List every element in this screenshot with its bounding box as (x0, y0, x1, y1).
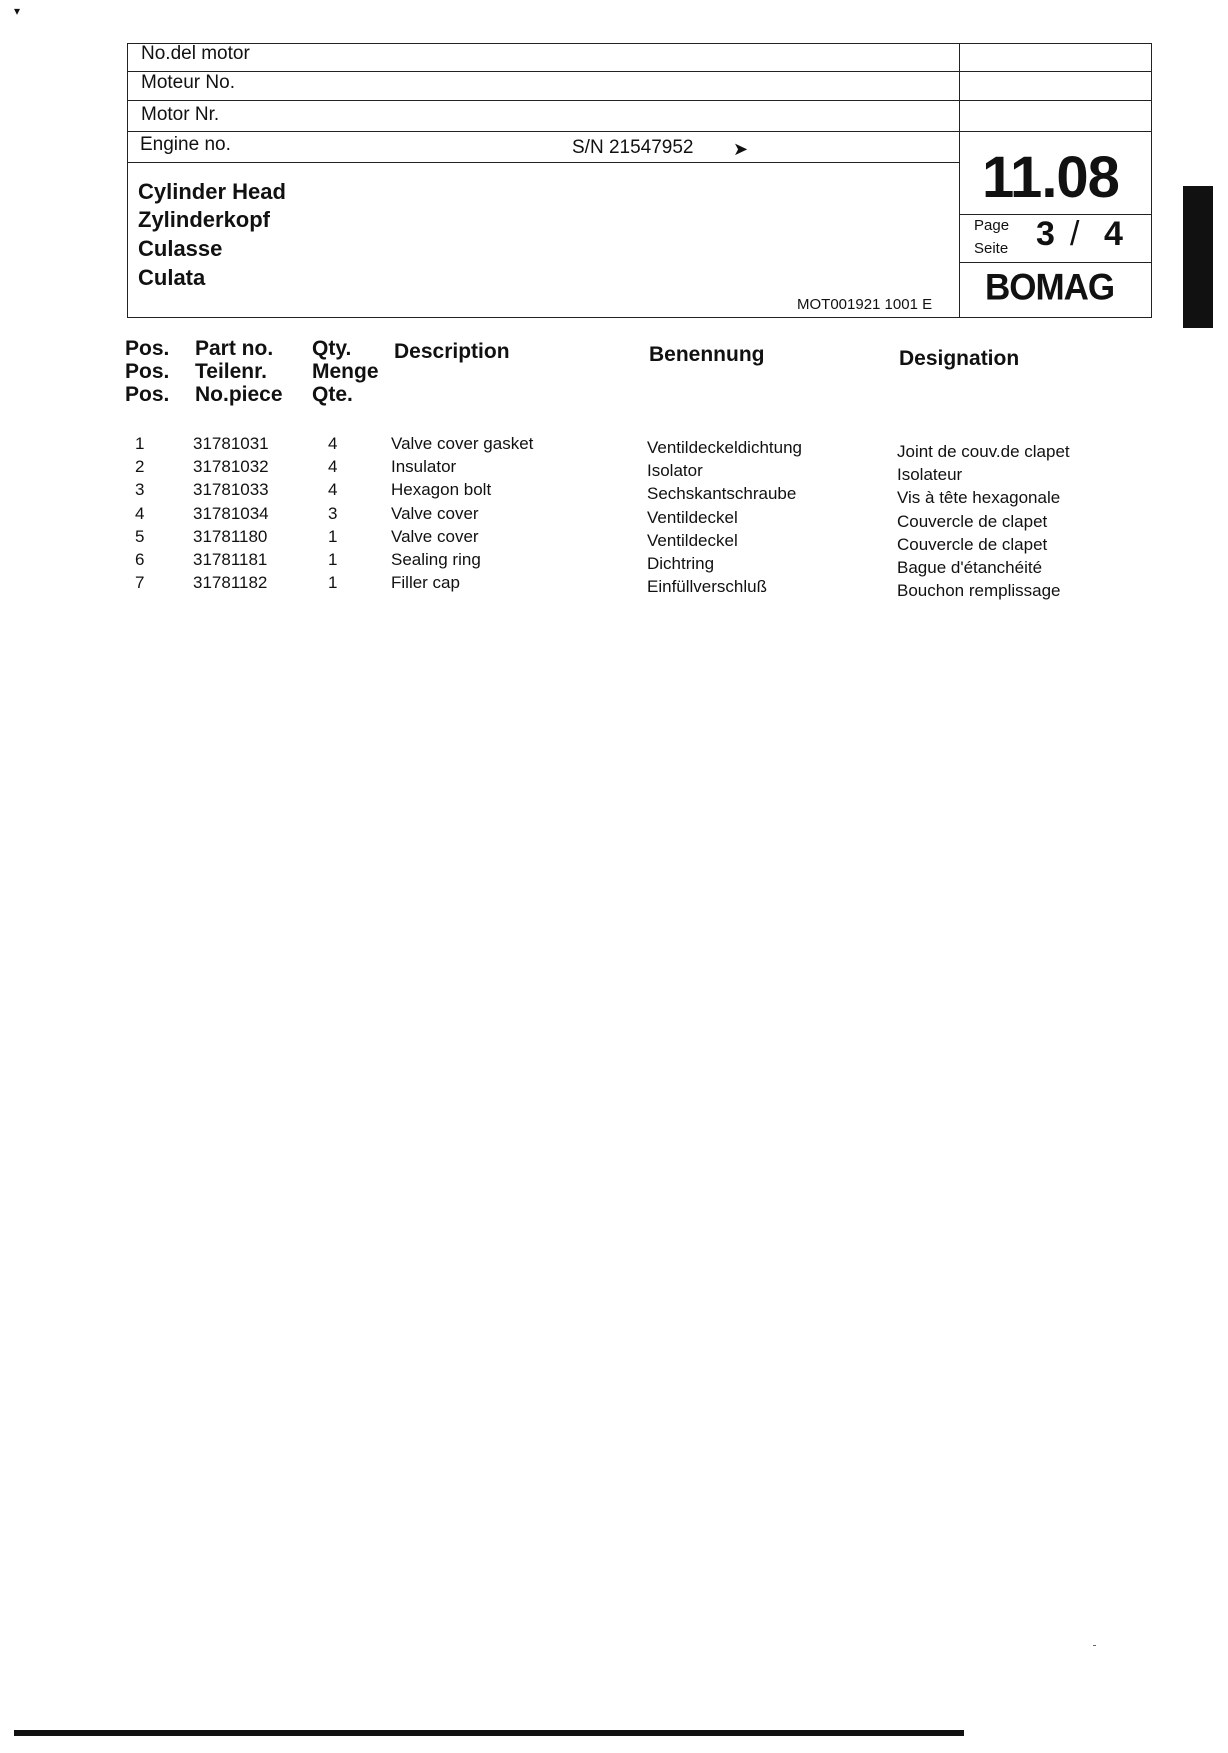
scan-speck (1093, 1645, 1096, 1646)
row-7-part: 31781182 (193, 573, 268, 593)
row-4-qty: 3 (328, 503, 338, 523)
page-label: Page (974, 217, 1010, 234)
row-2-des: Isolateur (897, 465, 963, 485)
row-1-pos: 1 (135, 434, 145, 453)
row-2-pos: 2 (135, 457, 145, 477)
row-7-ben: Einfüllverschluß (647, 577, 767, 597)
row-1-desc: Valve cover gasket (391, 434, 534, 453)
row-3-pos: 3 (135, 480, 145, 500)
row-5-part: 31781180 (193, 526, 268, 546)
page-current: 3 (1036, 215, 1055, 253)
field-motor-nr: Motor Nr. (141, 104, 220, 125)
divider (127, 162, 959, 163)
row-6-ben: Dichtring (647, 554, 715, 573)
section-tab-marker (1183, 186, 1213, 328)
section-number: 11.08 (982, 145, 1119, 210)
row-5-des: Couvercle de clapet (897, 534, 1048, 554)
row-2-ben: Isolator (647, 461, 703, 481)
row-2-desc: Insulator (391, 457, 457, 477)
arrow-icon: ➤ (733, 139, 749, 159)
doc-code: MOT001921 1001 E (797, 296, 933, 313)
bomag-logo: BOMAG (985, 267, 1115, 308)
row-3-des: Vis à tête hexagonale (897, 488, 1061, 508)
row-4-pos: 4 (135, 503, 145, 523)
title-en: Cylinder Head (138, 179, 286, 204)
column-pos: Pos. Pos. Pos. (125, 337, 170, 406)
corner-mark: ▾ (14, 4, 21, 18)
title-de: Zylinderkopf (138, 207, 271, 232)
row-1-part: 31781031 (193, 434, 269, 453)
row-6-qty: 1 (328, 550, 338, 569)
row-4-des: Couvercle de clapet (897, 511, 1048, 531)
row-5-qty: 1 (328, 526, 338, 546)
divider (127, 71, 1152, 72)
row-6-desc: Sealing ring (391, 550, 481, 569)
row-6-des: Bague d'étanchéité (897, 558, 1043, 577)
column-qty: Qty. Menge Qte. (312, 337, 379, 406)
row-4-part: 31781034 (193, 503, 269, 523)
row-2-part: 31781032 (193, 457, 269, 477)
row-5-pos: 5 (135, 526, 145, 546)
seite-label: Seite (974, 240, 1009, 257)
field-no-del-motor: No.del motor (141, 43, 250, 64)
column-designation: Designation (899, 347, 1020, 370)
row-4-desc: Valve cover (391, 503, 479, 523)
field-moteur-no: Moteur No. (141, 72, 235, 93)
divider (959, 43, 960, 318)
row-7-des: Bouchon remplissage (897, 581, 1061, 601)
divider (127, 131, 1152, 132)
row-4-ben: Ventildeckel (647, 507, 738, 527)
row-6-pos: 6 (135, 550, 145, 569)
field-engine-no: Engine no. (140, 134, 231, 155)
row-3-desc: Hexagon bolt (391, 480, 492, 500)
row-7-desc: Filler cap (391, 573, 460, 593)
column-description: Description (394, 340, 510, 363)
page-total: 4 (1104, 215, 1123, 253)
row-5-desc: Valve cover (391, 526, 479, 546)
row-3-ben: Sechskantschraube (647, 484, 797, 504)
divider (959, 262, 1152, 263)
title-es: Culata (138, 265, 206, 290)
row-7-qty: 1 (328, 573, 338, 593)
bottom-rule (14, 1730, 964, 1736)
divider (127, 100, 1152, 101)
row-2-qty: 4 (328, 457, 338, 477)
title-fr: Culasse (138, 236, 223, 261)
row-3-part: 31781033 (193, 480, 269, 500)
row-1-des: Joint de couv.de clapet (897, 442, 1070, 461)
row-7-pos: 7 (135, 573, 145, 593)
column-benennung: Benennung (649, 343, 765, 366)
page-separator: / (1070, 215, 1080, 253)
column-part-no: Part no. Teilenr. No.piece (195, 337, 283, 406)
row-6-part: 31781181 (193, 550, 268, 569)
row-1-qty: 4 (328, 434, 338, 453)
row-5-ben: Ventildeckel (647, 530, 738, 550)
serial-number: S/N 21547952 (572, 137, 694, 158)
row-1-ben: Ventildeckeldichtung (647, 438, 803, 457)
row-3-qty: 4 (328, 480, 338, 500)
divider (959, 214, 1152, 215)
